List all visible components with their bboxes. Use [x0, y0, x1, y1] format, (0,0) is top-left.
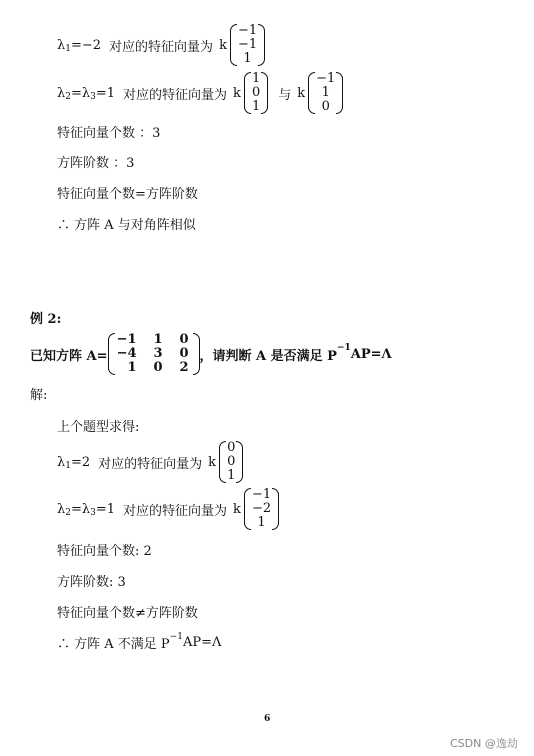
eigen-line-3 [57, 441, 243, 483]
vector-entry: 0 [227, 440, 236, 455]
vector-entry: 1 [227, 468, 236, 483]
solution-label: 解: [30, 388, 48, 403]
eigenvector-c [308, 72, 343, 114]
step-text: 上个题型求得: [57, 420, 140, 435]
vector-entry: 1 [257, 515, 266, 530]
vector-entry: −1 [237, 23, 258, 38]
page-number: 6 [264, 714, 271, 724]
vector-entry: 0 [321, 99, 330, 114]
vector-entry: −1 [251, 487, 272, 502]
eigenvalue: =2 [70, 454, 91, 470]
eigenvector-a [230, 24, 265, 66]
lambda-symbol: λ [57, 501, 66, 517]
matrix-entry: −4 [116, 346, 137, 361]
lambda-subscript: 3 [90, 508, 96, 518]
eigenvector-e [244, 488, 279, 530]
matrix-A [108, 333, 200, 375]
matrix-order: 方阵阶数: 3 [57, 575, 126, 590]
eigenvector-count: 特征向量个数 ：3 [57, 126, 161, 141]
lambda-symbol: λ [57, 37, 66, 53]
eigen-line-4 [57, 488, 279, 530]
eigen-line-1 [57, 24, 265, 66]
matrix-entry: 0 [179, 332, 189, 347]
scalar-k: k [233, 501, 241, 517]
eigen-text: 对应的特征向量为 [98, 456, 203, 472]
conclusion-text: AP=Λ [182, 635, 222, 650]
example-title: 例 2: [30, 312, 62, 327]
lambda-symbol: λ [57, 454, 66, 470]
vector-entry: 1 [243, 51, 252, 66]
matrix-entry: 0 [179, 346, 189, 361]
matrix-order: 方阵阶数 ：3 [57, 156, 135, 171]
eigen-line-2 [57, 72, 343, 114]
inequality-statement: 特征向量个数≠方阵阶数 [57, 606, 198, 621]
eigenvector-b [244, 72, 268, 114]
matrix-entry: 0 [153, 360, 163, 375]
vector-entry: −1 [316, 71, 336, 86]
eigen-text: 对应的特征向量为 [109, 39, 214, 55]
lambda-subscript: 1 [65, 461, 71, 471]
scalar-k: k [233, 85, 241, 101]
lambda-subscript: 3 [90, 92, 96, 102]
matrix-entry: 1 [127, 360, 137, 375]
vector-entry: 0 [227, 454, 236, 469]
prompt-text: AP=Λ [350, 346, 392, 362]
conclusion [57, 633, 221, 652]
eigenvector-count: 特征向量个数: 2 [57, 544, 152, 559]
lambda-equals: =λ [70, 501, 91, 517]
matrix-entry: 3 [153, 346, 163, 361]
conjunction: 与 [278, 87, 292, 103]
scalar-k: k [297, 85, 306, 101]
matrix-entry: 1 [153, 332, 163, 347]
vector-entry: 1 [321, 85, 330, 100]
eigen-text: 对应的特征向量为 [123, 87, 228, 103]
eigen-text: 对应的特征向量为 [123, 503, 228, 519]
conclusion: ∴ 方阵 A 与对角阵相似 [57, 218, 196, 233]
lambda-symbol: λ [57, 85, 66, 101]
eigenvalue: =1 [95, 501, 116, 517]
prompt-text: 已知方阵 A= [30, 348, 108, 364]
vector-entry: −2 [251, 501, 272, 516]
eigenvector-d [219, 441, 243, 483]
vector-entry: 0 [251, 85, 261, 100]
vector-entry: 1 [251, 71, 261, 86]
vector-entry: 1 [251, 99, 261, 114]
lambda-subscript: 2 [65, 92, 71, 102]
lambda-subscript: 2 [65, 508, 71, 518]
superscript: −1 [169, 631, 183, 642]
vector-entry: −1 [237, 37, 258, 52]
superscript: −1 [336, 343, 351, 353]
eigenvalue: =1 [95, 85, 116, 101]
prompt-text: ，请判断 A 是否满足 P [199, 348, 337, 364]
equality-statement: 特征向量个数=方阵阶数 [57, 187, 198, 202]
scalar-k: k [208, 454, 217, 470]
lambda-equals: =λ [70, 85, 91, 101]
matrix-entry: 2 [179, 360, 189, 375]
matrix-entry: −1 [116, 332, 137, 347]
eigenvalue: =−2 [70, 37, 102, 53]
conclusion-text: ∴ 方阵 A 不满足 P [57, 637, 170, 652]
scalar-k: k [219, 37, 227, 53]
lambda-subscript: 1 [65, 44, 71, 54]
watermark: CSDN @逸劫 [450, 737, 518, 750]
example-prompt [30, 333, 392, 375]
